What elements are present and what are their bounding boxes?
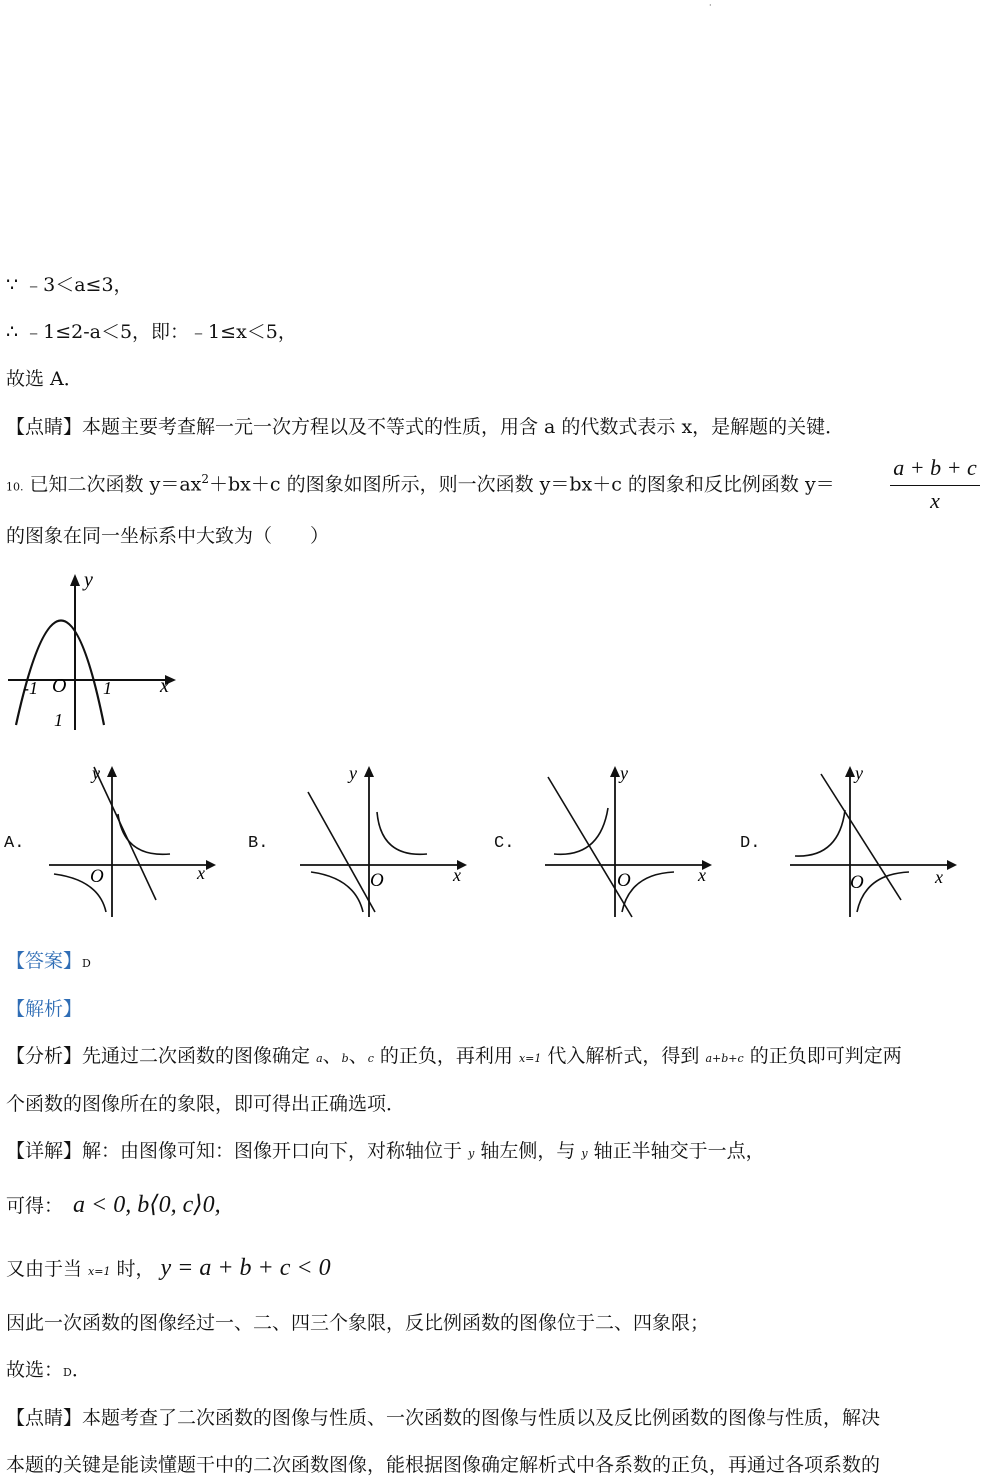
question-number: 10. [6, 480, 24, 494]
kede-label: 可得： [6, 1195, 64, 1217]
answer-tag: 【答案】 [6, 950, 83, 972]
option-c-origin: O [617, 870, 631, 891]
question-text-2: ＋bx＋c 的图象如图所示，则一次函数 y＝bx＋c 的图象和反比例函数 y＝ [209, 473, 835, 496]
option-a-x-label: x [197, 863, 205, 883]
comment-text: 本题主要考查解一元一次方程以及不等式的性质，用含 a 的代数式表示 x，是解题的关键． [82, 416, 845, 438]
solution-line-2: ∴ ﹣1≤2-a＜5，即：﹣1≤x＜5， [6, 321, 297, 343]
fenxi-a: a [316, 1052, 323, 1065]
xiangjie-text-3: 轴正半轴交于一点， [587, 1140, 765, 1162]
graph-tick-pos: 1 [103, 678, 112, 698]
fenxi-line-2: 个函数的图像所在的象限，即可得出正确选项． [6, 1093, 406, 1115]
graph-x-label: x [160, 675, 169, 697]
y-axis-arrow [70, 574, 80, 586]
option-a-label: A. [4, 834, 25, 853]
option-b-hyperbola-1 [377, 812, 427, 854]
fenxi-sep-2: 、 [348, 1045, 368, 1067]
dianjing-tag: 【点睛】 [6, 1407, 83, 1429]
graph-origin: O [52, 675, 67, 697]
fenxi-tag: 【分析】 [6, 1045, 83, 1067]
graph-tick-below: 1 [54, 710, 63, 730]
guxuan-value: D [63, 1366, 72, 1379]
xiangjie-text-1: 解：由图像可知：图像开口向下，对称轴位于 [82, 1140, 469, 1162]
youyu-line [6, 1256, 331, 1280]
option-b-origin: O [370, 870, 384, 891]
question-text-1: 已知二次函数 y＝ax [29, 473, 202, 496]
youyu-text: 时， [110, 1258, 155, 1280]
fenxi-text-4: 的正负即可判定两 [743, 1045, 902, 1067]
option-c-label: C. [494, 834, 515, 853]
dianjing-text-1: 本题考查了二次函数的图像与性质、一次函数的图像与性质以及反比例函数的图像与性质，解决 [82, 1407, 881, 1429]
guxuan-line [6, 1361, 91, 1380]
option-c-x-label: x [698, 865, 706, 885]
option-c-graph [540, 762, 720, 922]
option-c-y-label: y [620, 763, 628, 783]
answer-value: D [82, 957, 91, 970]
analysis-tag: 【解析】 [6, 998, 83, 1020]
fenxi-text-1: 先通过二次函数的图像确定 [82, 1045, 317, 1067]
xiangjie-y2: y [581, 1147, 588, 1160]
solution-line-3: 故选 A． [6, 368, 83, 390]
option-d-y-label: y [855, 763, 863, 783]
xiangjie-text-2: 轴左侧，与 [474, 1140, 582, 1162]
comment-line [6, 418, 844, 437]
comment-tag: 【点睛】 [6, 416, 83, 438]
yinci-line: 因此一次函数的图像经过一、二、四三个象限，反比例函数的图像位于二、四象限； [6, 1312, 710, 1334]
fenxi-sep-1: 、 [322, 1045, 342, 1067]
question-sup: 2 [201, 472, 210, 486]
option-d-hyperbola-1 [795, 810, 845, 856]
fenxi-text-3: 代入解析式，得到 [541, 1045, 706, 1067]
fraction [890, 455, 980, 514]
option-b-label: B. [248, 834, 269, 853]
parabola-graph [0, 570, 190, 735]
solution-line-1: ∵ ﹣3＜a≤3， [6, 274, 133, 296]
fenxi-x1: x=1 [518, 1052, 542, 1065]
header-dot: · [709, 1, 712, 10]
fenxi-line-1 [6, 1047, 902, 1066]
option-b-y-label: y [349, 763, 357, 783]
option-a-origin: O [90, 866, 104, 887]
option-d-graph [785, 762, 965, 922]
kede-line [6, 1193, 221, 1217]
guxuan-end: ． [71, 1359, 91, 1381]
option-b-graph [295, 762, 475, 922]
option-b-line [308, 792, 375, 912]
xiangjie-y1: y [468, 1147, 475, 1160]
youyu-math: y = a + b + c < 0 [160, 1255, 331, 1281]
dianjing-line-1 [6, 1409, 880, 1428]
question-text-3: 的图象在同一坐标系中大致为（ ） [6, 525, 330, 547]
guxuan-label: 故选： [6, 1359, 64, 1381]
kede-math: a < 0, b⟨0, c⟩0, [73, 1192, 221, 1218]
question-10 [6, 473, 835, 494]
option-d-origin: O [850, 872, 864, 893]
option-a-y-label: y [92, 763, 100, 783]
fenxi-b: b [341, 1052, 349, 1065]
option-a-graph [44, 762, 224, 922]
fraction-numerator: a + b + c [890, 455, 980, 486]
fenxi-text-2: 的正负，再利用 [373, 1045, 519, 1067]
fenxi-c: c [367, 1052, 374, 1065]
option-b-x-label: x [453, 865, 461, 885]
dianjing-line-2: 本题的关键是能读懂题干中的二次函数图像，能根据图像确定解析式中各系数的正负，再通过各项系数的 [6, 1454, 881, 1476]
option-d-x-label: x [935, 867, 943, 887]
youyu-label: 又由于当 [6, 1258, 89, 1280]
xiangjie-tag: 【详解】 [6, 1140, 83, 1162]
graph-y-label: y [84, 570, 93, 591]
fenxi-abc: a+b+c [705, 1052, 744, 1065]
xiangjie-line-1 [6, 1142, 765, 1161]
option-c-line [548, 777, 632, 917]
answer-line [6, 952, 91, 971]
option-d-hyperbola-2 [857, 872, 909, 912]
fraction-denominator: x [930, 488, 940, 513]
youyu-x: x=1 [88, 1265, 111, 1278]
option-d-label: D. [740, 834, 761, 853]
graph-tick-neg: -1 [23, 678, 38, 698]
